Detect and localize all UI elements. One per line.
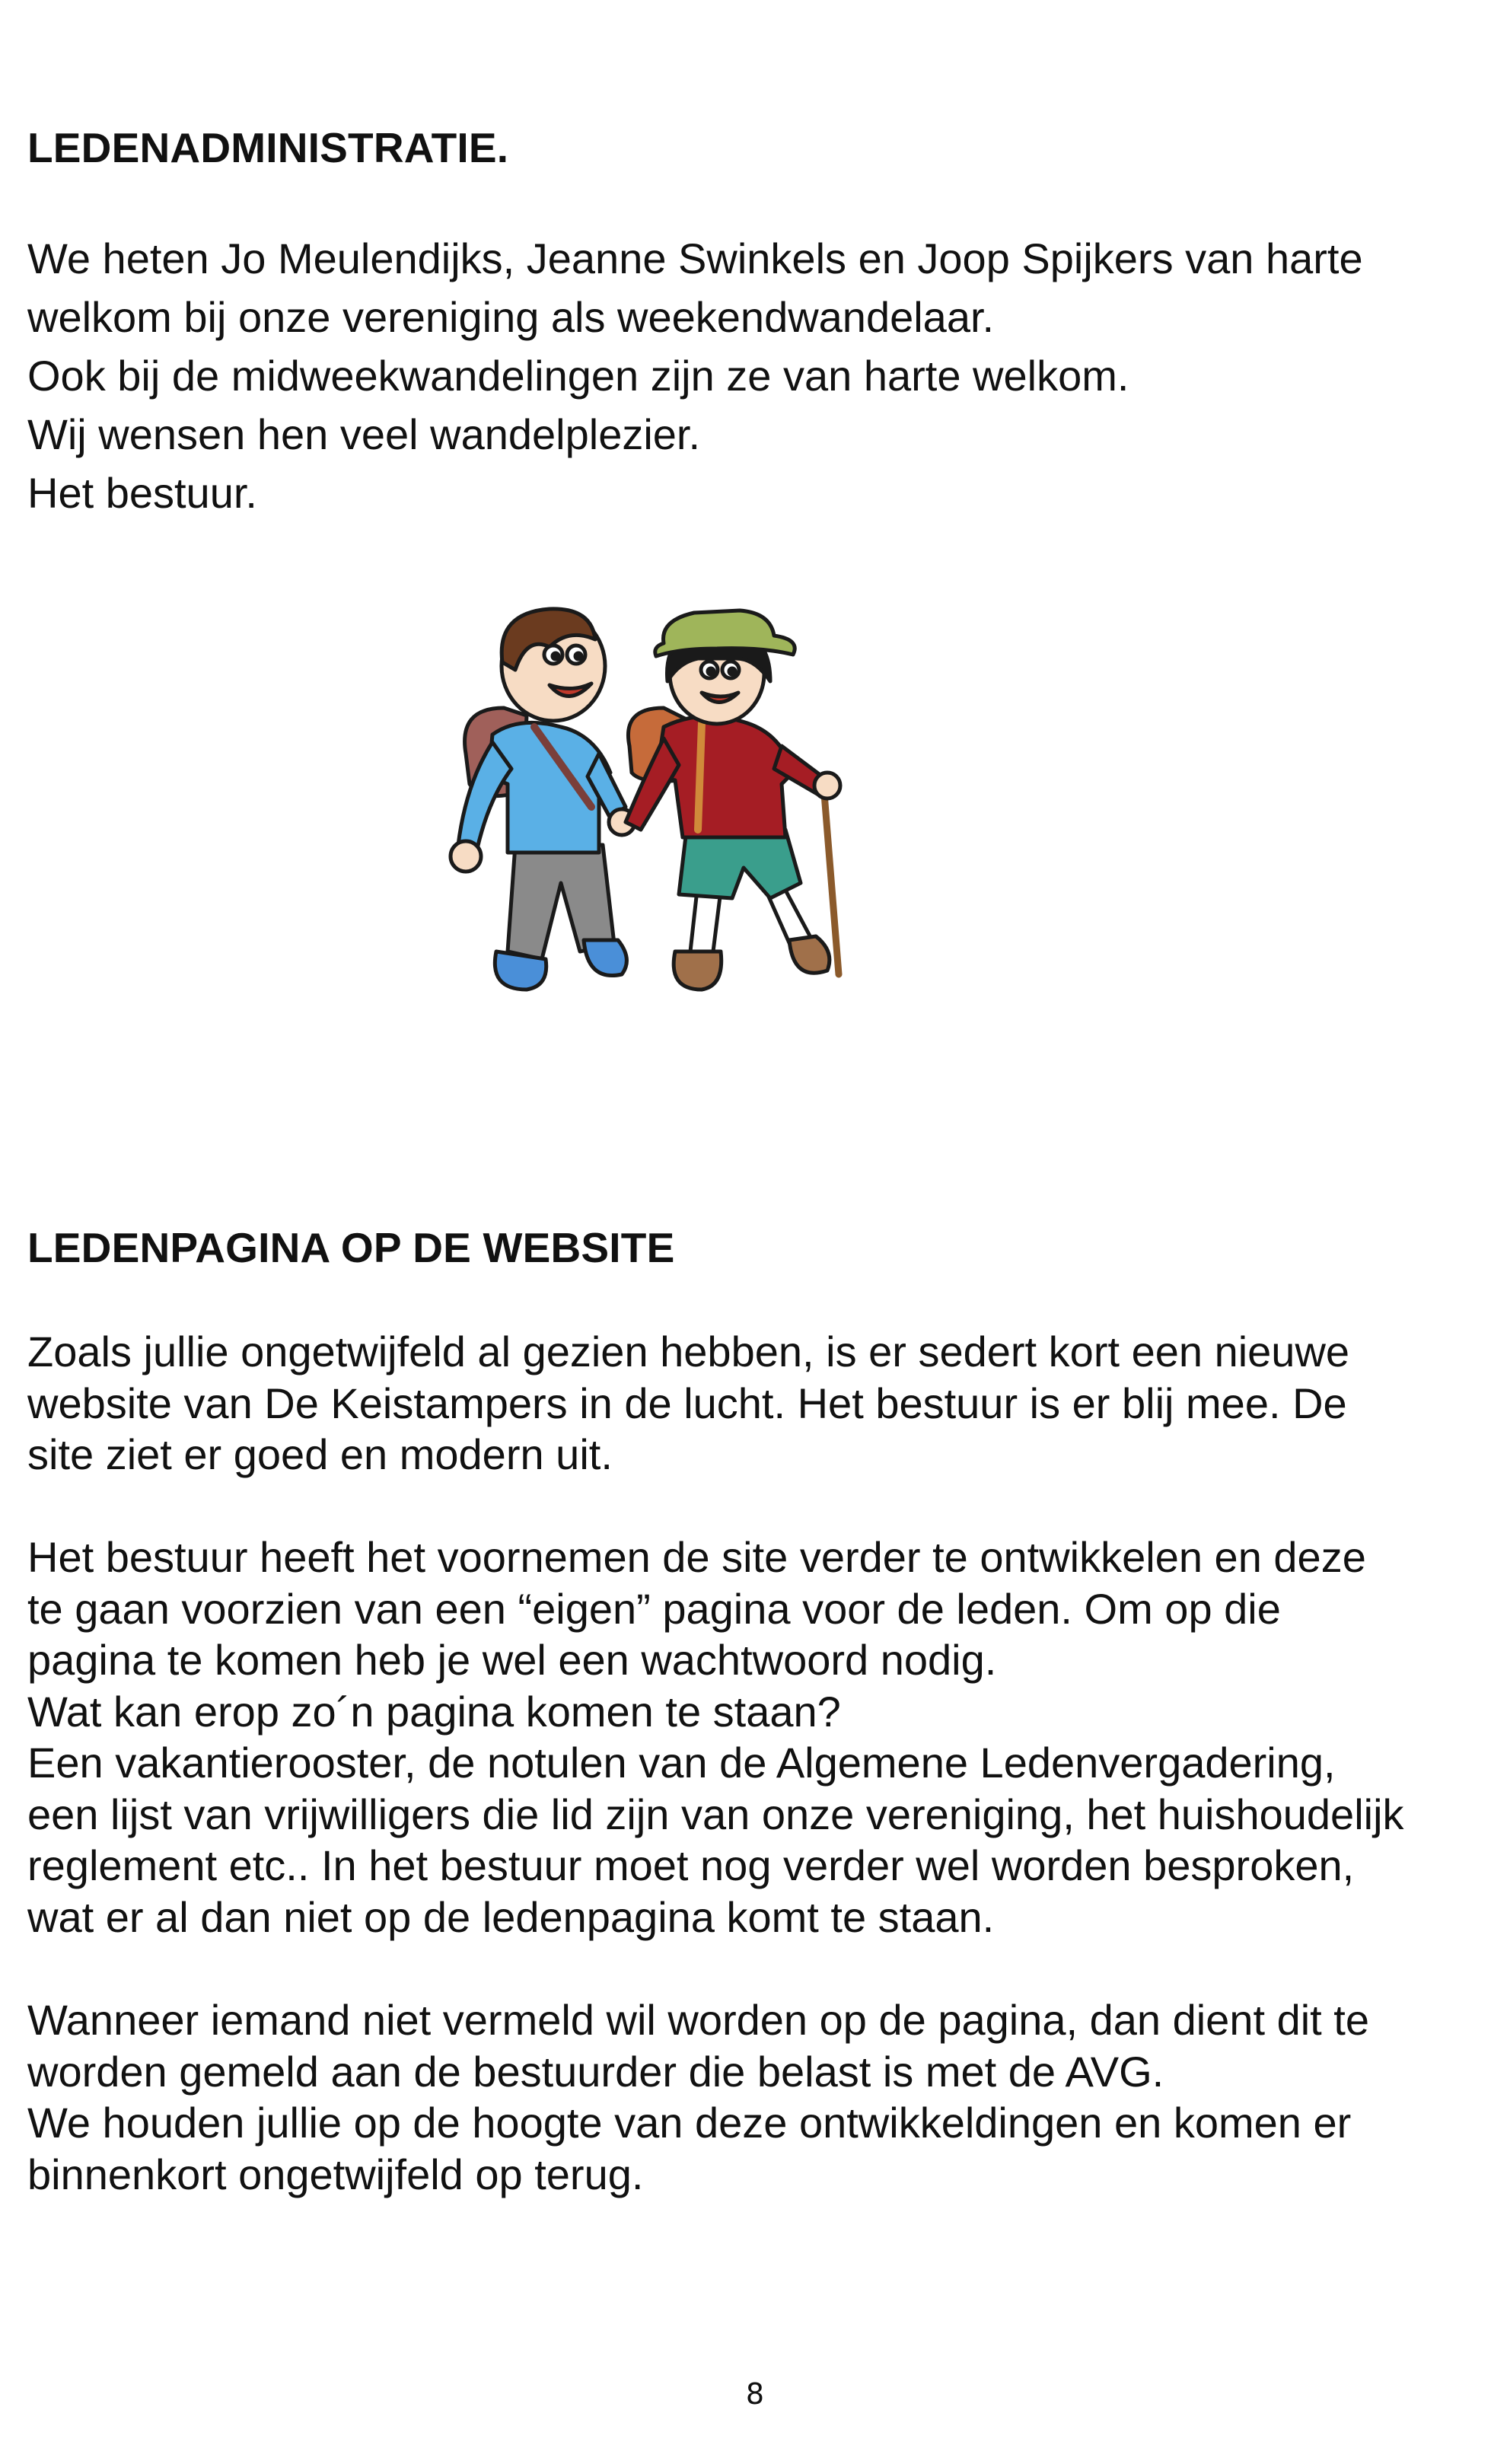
section-heading-ledenpagina: LEDENPAGINA OP DE WEBSITE	[27, 1224, 675, 1271]
text-line: een lijst van vrijwilligers die lid zijn van onze vereniging, het huishoudelijk	[27, 1790, 1404, 1838]
text-line: Zoals jullie ongetwijfeld al gezien hebben, is er sedert kort een nieuwe	[27, 1328, 1350, 1375]
text-line: Het bestuur.	[27, 469, 257, 517]
section-heading-ledenadministratie: LEDENADMINISTRATIE.	[27, 124, 509, 171]
hiking-children-illustration	[435, 594, 862, 1020]
page-number: 8	[745, 2377, 765, 2411]
text-line: We houden jullie op de hoogte van deze ontwikkeldingen en komen er	[27, 2099, 1352, 2147]
girl-hiker-icon	[626, 610, 840, 990]
website-paragraph-3	[27, 1994, 1489, 2200]
text-line: te gaan voorzien van een “eigen” pagina voor de leden. Om op die	[27, 1584, 1281, 1633]
text-line: Wij wensen hen veel wandelplezier.	[27, 410, 701, 458]
text-line: wat er al dan niet op de ledenpagina komt te staan.	[27, 1892, 995, 1941]
text-line: Wat kan erop zo´n pagina komen te staan?	[27, 1687, 841, 1736]
text-line: website van De Keistampers in de lucht. Het bestuur is er blij mee. De	[27, 1379, 1347, 1427]
boy-hiker-icon	[451, 609, 635, 990]
website-paragraph-1	[27, 1326, 1489, 1481]
text-line: pagina te komen heb je wel een wachtwoord nodig.	[27, 1636, 997, 1684]
text-line: We heten Jo Meulendijks, Jeanne Swinkels en Joop Spijkers van harte	[27, 234, 1363, 282]
text-line: reglement etc.. In het bestuur moet nog verder wel worden besproken,	[27, 1841, 1355, 1889]
text-line: site ziet er goed en modern uit.	[27, 1430, 613, 1478]
text-line: Het bestuur heeft het voornemen de site verder te ontwikkelen en deze	[27, 1533, 1366, 1581]
text-line: welkom bij onze vereniging als weekendwandelaar.	[27, 293, 995, 341]
welcome-paragraph	[27, 229, 1489, 522]
text-line: binnenkort ongetwijfeld op terug.	[27, 2150, 644, 2198]
website-paragraph-2	[27, 1532, 1489, 1943]
text-line: worden gemeld aan de bestuurder die belast is met de AVG.	[27, 2047, 1164, 2096]
text-line: Ook bij de midweekwandelingen zijn ze van harte welkom.	[27, 352, 1129, 400]
text-line: Een vakantierooster, de notulen van de Algemene Ledenvergadering,	[27, 1739, 1336, 1787]
text-line: Wanneer iemand niet vermeld wil worden op de pagina, dan dient dit te	[27, 1996, 1369, 2044]
